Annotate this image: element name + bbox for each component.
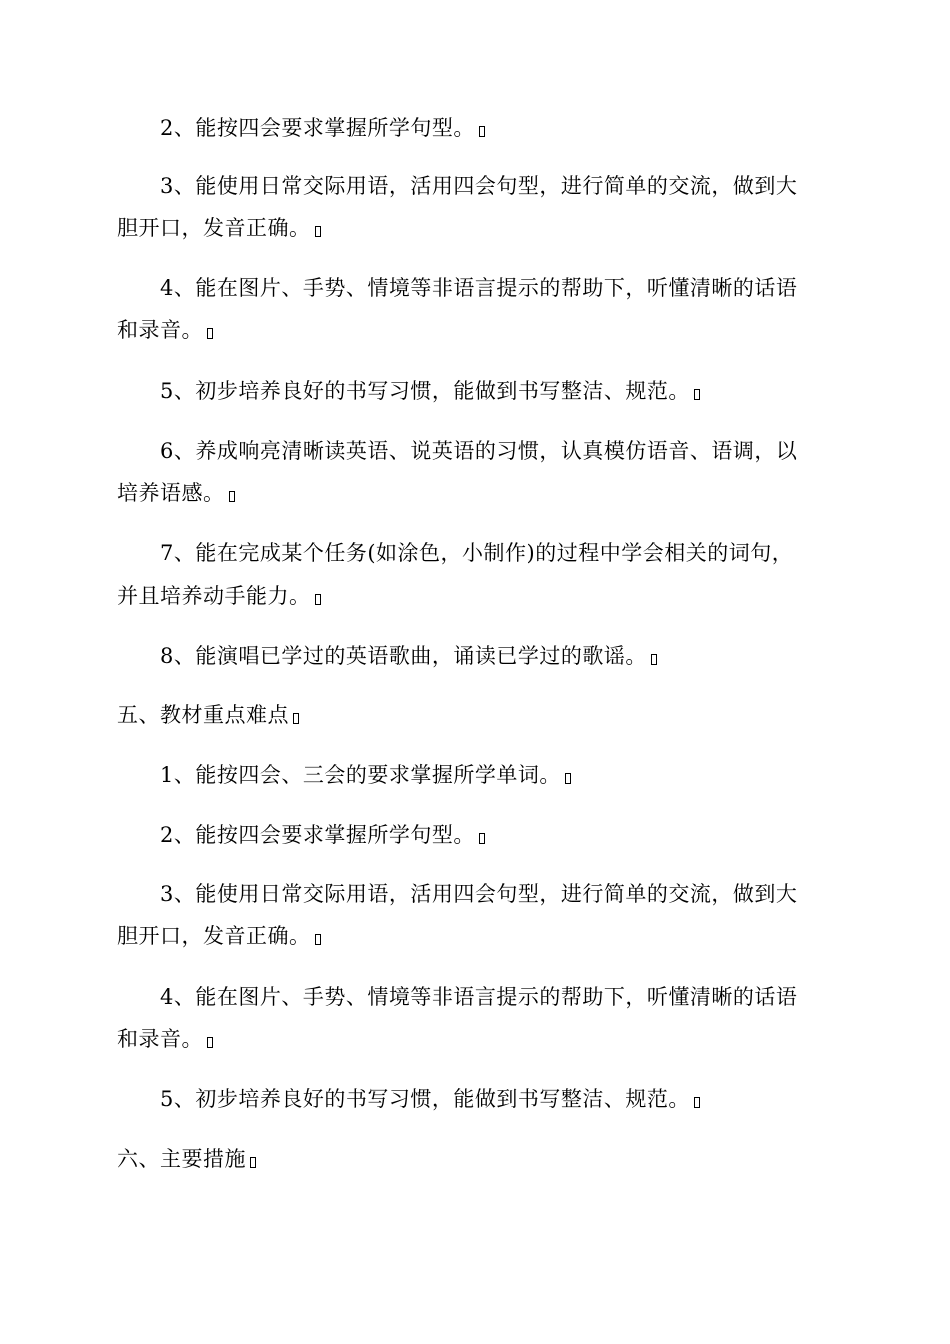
list-item-4 <box>160 270 880 306</box>
paragraph-mark-icon <box>651 654 657 665</box>
line-text: 培养语感。 <box>117 481 225 505</box>
line-text: 7、能在完成某个任务(如涂色，小制作)的过程中学会相关的词句， <box>160 541 794 565</box>
paragraph-mark-icon <box>315 594 321 605</box>
list-item-5b <box>160 1081 880 1117</box>
paragraph-mark-icon <box>315 226 321 237</box>
list-item-3-continuation <box>117 210 837 246</box>
line-text: 5、初步培养良好的书写习惯，能做到书写整洁、规范。 <box>160 379 690 403</box>
line-text: 3、能使用日常交际用语，活用四会句型，进行简单的交流，做到大 <box>160 882 798 906</box>
line-text: 和录音。 <box>117 318 203 342</box>
paragraph-mark-icon <box>229 491 235 502</box>
list-item-2 <box>160 110 880 146</box>
line-text: 8、能演唱已学过的英语歌曲，诵读已学过的歌谣。 <box>160 644 647 668</box>
paragraph-mark-icon <box>479 833 485 844</box>
paragraph-mark-icon <box>479 126 485 137</box>
line-text: 和录音。 <box>117 1027 203 1051</box>
list-item-4b <box>160 979 880 1015</box>
list-item-3b-continuation <box>117 918 837 954</box>
list-item-4-continuation <box>117 312 837 348</box>
list-item-3b <box>160 876 880 912</box>
line-text: 4、能在图片、手势、情境等非语言提示的帮助下，听懂清晰的话语 <box>160 985 798 1009</box>
paragraph-mark-icon <box>207 328 213 339</box>
paragraph-mark-icon <box>315 934 321 945</box>
list-item-1 <box>160 757 880 793</box>
line-text: 1、能按四会、三会的要求掌握所学单词。 <box>160 763 561 787</box>
paragraph-mark-icon <box>293 713 299 724</box>
line-text: 2、能按四会要求掌握所学句型。 <box>160 116 475 140</box>
line-text: 5、初步培养良好的书写习惯，能做到书写整洁、规范。 <box>160 1087 690 1111</box>
paragraph-mark-icon <box>565 773 571 784</box>
heading-text: 五、教材重点难点 <box>117 703 289 727</box>
section-heading-5 <box>117 697 837 733</box>
list-item-2b <box>160 817 880 853</box>
line-text: 6、养成响亮清晰读英语、说英语的习惯，认真模仿语音、语调，以 <box>160 439 798 463</box>
list-item-4b-continuation <box>117 1021 837 1057</box>
paragraph-mark-icon <box>694 1097 700 1108</box>
line-text: 2、能按四会要求掌握所学句型。 <box>160 823 475 847</box>
line-text: 胆开口，发音正确。 <box>117 924 311 948</box>
list-item-6 <box>160 433 880 469</box>
line-text: 4、能在图片、手势、情境等非语言提示的帮助下，听懂清晰的话语 <box>160 276 798 300</box>
list-item-6-continuation <box>117 475 837 511</box>
line-text: 胆开口，发音正确。 <box>117 216 311 240</box>
heading-text: 六、主要措施 <box>117 1147 246 1171</box>
line-text: 3、能使用日常交际用语，活用四会句型，进行简单的交流，做到大 <box>160 174 798 198</box>
list-item-5 <box>160 373 880 409</box>
list-item-7 <box>160 535 880 571</box>
list-item-8 <box>160 638 880 674</box>
list-item-7-continuation <box>117 578 837 614</box>
list-item-3 <box>160 168 880 204</box>
section-heading-6 <box>117 1141 837 1177</box>
line-text: 并且培养动手能力。 <box>117 584 311 608</box>
paragraph-mark-icon <box>250 1157 256 1168</box>
paragraph-mark-icon <box>694 389 700 400</box>
paragraph-mark-icon <box>207 1037 213 1048</box>
